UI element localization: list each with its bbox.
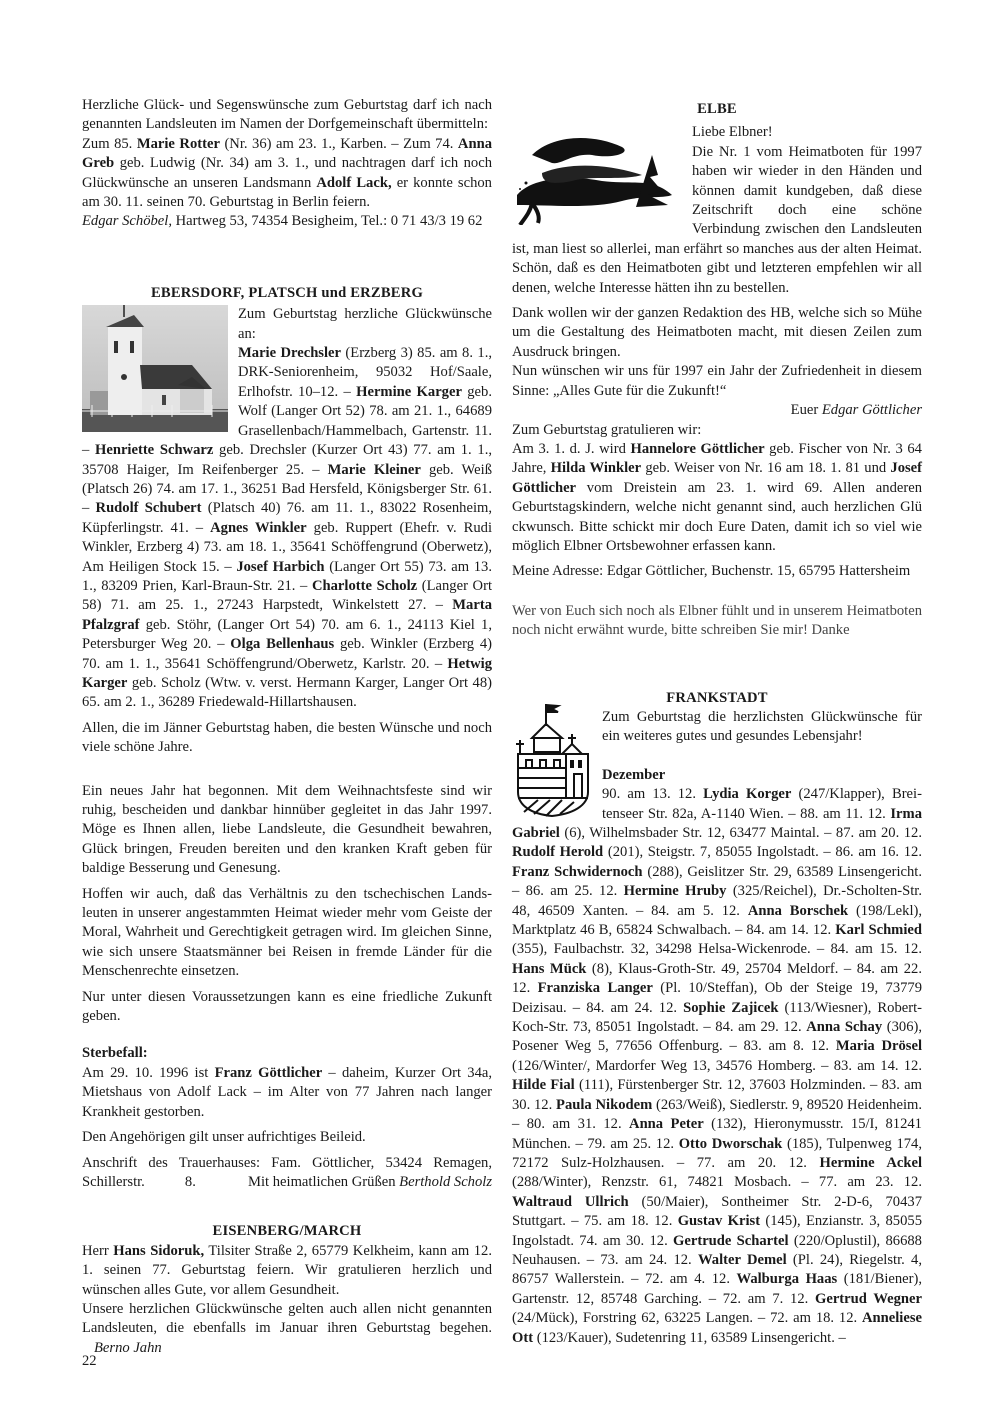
text-run: (Pl. 24), Riegelstr. 4, 86757 Wallerstein. – 72. am 4. 12. — [512, 1251, 923, 1288]
bold-name: Agnes Winkler — [210, 519, 307, 536]
essay-paragraph — [82, 988, 492, 1027]
text-run: Die Nr. 1 vom Heimatboten für 1997 haben wir wieder in den Händen und können damit kundgeben, daß diese Zeitschrift doch eine schöne Verbindung zwischen den Landsleuten ist, man liest so allerlei, man erfährt so manches aus der alten Heimat. Schön, daß es den Heimatboten gibt und letzteren empfehlen wir all denen, welche Interesse hätten ihn zu bestellen. — [512, 143, 922, 296]
bold-name: Walburga Haas — [736, 1271, 838, 1288]
bold-name: Adolf Lack, — [316, 174, 392, 191]
text-run: (Platsch 40) 76. am 11. 1., 83022 Rosenheim, Küpferlingstr. 41. – — [82, 500, 492, 536]
bold-name: Marie Rotter — [136, 135, 220, 152]
bold-name: Otto Dworschak — [678, 1135, 783, 1152]
text-run: geb. Wolf (Langer Ort 52) 78. am 21. 1., 64689 Grasellenbach/Hammelbach, Gartenstr. 11. – — [82, 383, 492, 459]
bold-name: Hermine Karger — [356, 383, 462, 400]
bold-name: Anneliese Ott — [512, 1310, 922, 1346]
bold-name: Gertrud Wegner — [815, 1290, 922, 1307]
text-run: (6), Wilhelmsbader Str. 12, 63477 Maintal. – 87. am 20. 12. — [559, 825, 922, 841]
bold-name: Anna Schay — [806, 1019, 883, 1036]
text-run: (24/Mück), Forstring 62, 63225 Langen. – 72. am 18. 12. — [512, 1310, 862, 1327]
elbe-signature — [512, 401, 922, 420]
text-run: Tilsiter Straße 2, 65779 Kelkheim, kann am 12. 1. seinen 77. Geburtstag feiern. Wir gratulieren herzlich und wünschen alles Gute, vor allem Gesundheit. — [82, 1242, 492, 1298]
eisenberg-heading: EISENBERG/MARCH — [212, 1223, 362, 1240]
elbe-birthdays — [512, 440, 922, 556]
text-run: (Langer Ort 58) 71. am 25. 1., 27243 Harpstedt, Winkelstett 27. – — [82, 577, 492, 614]
eisenberg-paragraph — [82, 1301, 492, 1336]
elbe-heading: ELBE — [697, 101, 737, 117]
text-run: (201), Steigstr. 7, 85055 Ingolstadt. – 86. am 16. 12. — [603, 844, 922, 861]
text-run: geb. Drechsler (Kurzer Ort 43) 77. am 1. 1., 35708 Haiger, Im Reifenberger 25. – — [82, 442, 492, 478]
bold-name: Irma Gabriel — [512, 805, 922, 841]
bold-name: Marie Kleiner — [327, 461, 421, 478]
right-column — [512, 100, 922, 1348]
death-heading — [82, 1044, 492, 1063]
text-run: geb. Scholz (Wtw. v. verst. Hermann Karger, Langer Ort 48) 65. am 2. 1., 36289 Friedewald-Hillartshausen. — [82, 674, 492, 711]
coat-of-arms — [512, 702, 594, 818]
ebersdorf-heading: EBERSDORF, PLATSCH und ERZBERG — [150, 284, 423, 301]
text-run: Zum Geburtstag die herzlichsten Glückwünsche für ein weiteres gutes und gesundes Lebensjahr! — [602, 708, 922, 745]
intro-section — [82, 96, 492, 232]
text-run: (126/Winter/, Mardorfer Weg 13, 34576 Homberg. – 83. am 14. 12. — [512, 1057, 922, 1074]
bold-name: Sophie Zajicek — [683, 999, 779, 1016]
text-run: Zum Geburtstag gratulieren wir: — [512, 421, 702, 438]
text-run: Den Angehörigen gilt unser aufrichtiges Beileid. — [82, 1129, 366, 1146]
bold-name: Waltraud Ullrich — [512, 1193, 629, 1210]
essay-paragraph — [82, 782, 492, 879]
text-run: er konnte schon am 30. 11. seinen 70. Geburtstag in Berlin feiern. — [82, 174, 492, 211]
elbe-closing — [512, 602, 922, 641]
text-run: (Erzberg 3) 85. am 8. 1., DRK-Seniorenheim, 95032 Hof/Saale, Erlhofstr. 10–12. – — [238, 345, 493, 400]
intro-birthdays — [82, 135, 492, 213]
bold-name: Hermine Ackel — [819, 1154, 922, 1171]
death-heading-text: Sterbefall: — [82, 1045, 148, 1062]
text-run: Dank wollen wir der ganzen Redaktion des HB, welche sich so Mühe um die Gestaltung des Heimatboten macht, mit diesen Zeilen zum Ausdruck bringen. — [512, 305, 922, 360]
italic-name: Berno Jahn — [94, 1339, 162, 1356]
text-run: (50/Maier), Sontheimer Str. 2-D-6, 70437 Stuttgart. – 75. am 18. 12. — [512, 1193, 922, 1230]
frankstadt-birthday-list — [512, 785, 922, 1348]
mourning-address-line — [82, 1154, 492, 1193]
text-run: geb. Weiser von Nr. 16 am 18. 1. 81 und — [641, 460, 891, 477]
bold-name: Hilde Fial — [512, 1077, 575, 1094]
landscape-drawing — [512, 125, 684, 225]
bold-name: Gertrude Schartel — [673, 1232, 789, 1249]
bold-name: Franziska Langer — [537, 980, 653, 997]
text-run: Hoffen wir auch, daß das Verhältnis zu den tschechischen Landsleuten in unserer angestammten Heimat wieder mehr vom Geiste der Moral, Wahrheit und Gerechtigkeit getragen wird. Im gleichen Sinne, wie sich unsere Staatsmänner bei Reisen in fremde Länder für die Menschenrechte einsetzen. — [82, 885, 492, 980]
bold-name: Rudolf Herold — [512, 844, 604, 861]
ebersdorf-wishes — [82, 719, 492, 758]
bold-name: Charlotte Scholz — [311, 577, 418, 594]
text-run: Hartweg 53, 74354 Besigheim, Tel.: 0 71 43/3 19 62 — [171, 213, 483, 230]
bold-name: Paula Nikodem — [556, 1096, 653, 1113]
text-run: (220/Oplustil), 86688 Neuhausen. – 73. am 24. 12. — [512, 1232, 922, 1268]
text-run: Anschrift des Trauerhauses: Fam. Göttlicher, 53424 Remagen, Schillerstr. 8. — [82, 1154, 492, 1190]
bold-name: Hans Mück — [512, 960, 587, 977]
text-run: (288/Winter), Renzstr. 61, 74821 Mosbach. – 77. am 23. 12. — [512, 1174, 922, 1191]
text-run: (Pl. 10/Steffan), Ob der Steige 19, 73779 Deizisau. – 84. am 24. 12. — [512, 980, 923, 1016]
italic-name: Berthold Scholz — [399, 1173, 492, 1190]
bold-name: Franz Schwidernoch — [512, 863, 643, 880]
text-run: geb. Winkler (Erzberg 4) 70. am 1. 1., 35641 Schöffengrund/Oberwetz, Karlstr. 20. – — [82, 636, 492, 672]
ebersdorf-section — [82, 284, 492, 1192]
text-run: (113/Wiesner), Robert-Koch-Str. 73, 85051 Ingolstadt. – 84. am 29. 12. — [512, 999, 923, 1036]
bold-name: Hannelore Göttlicher — [630, 440, 765, 457]
intro-signature — [82, 212, 492, 231]
text-run: Zum 85. — [82, 135, 137, 152]
intro-paragraph — [82, 96, 492, 135]
text-run: (111), Fürstenberger Str. 12, 37603 Holzminden. – 83. am 30. 12. — [512, 1077, 922, 1113]
eisenberg-section — [82, 1222, 492, 1358]
bold-name: Josef Harbich — [236, 558, 325, 575]
ebersdorf-signature — [248, 1173, 492, 1192]
text-run: geb. Stöhr, (Langer Ort 54) 70. am 6. 1., 24113 Kiel 1, Petersburger Weg 20. – — [82, 616, 492, 653]
frankstadt-section — [512, 689, 922, 1348]
text-run: (132), Hieronymusstr. 15/I, 81241 München. – 79. am 25. 12. — [512, 1116, 922, 1152]
bold-name: Gustav Krist — [677, 1213, 761, 1230]
eisenberg-signature — [94, 1339, 162, 1358]
bold-name: Hermine Hruby — [623, 883, 727, 900]
bold-name: Hetwig Karger — [82, 655, 492, 691]
bold-name: Josef Göttlicher — [512, 460, 923, 496]
essay-paragraph — [82, 885, 492, 982]
text-run: Wer von Euch sich noch als Elbner fühlt und in unserem Heimatboten noch nicht erwähnt wurde, bitte schreiben Sie mir! Danke — [512, 602, 922, 639]
elbe-section — [512, 100, 922, 641]
text-run: (Nr. 36) am 23. 1., Karben. – Zum 74. — [219, 135, 458, 152]
text-run: vom Dreistein am 23. 1. wird 69. Allen anderen Geburtstagskindern, welche nicht genannt sind, auch herzlichen Glü ckwunsch. Bitte schickt mir doch Eure Daten, damit ich so viel wie möglich Elbner Ortsbewohner erfassen kann. — [512, 479, 922, 554]
text-run: Am 3. 1. d. J. wird — [512, 440, 631, 457]
text-run: Nun wünschen wir uns für 1997 ein Jahr der Zufriedenheit in diesem Sinne: „Alles Gute für die Zukunft!“ — [512, 363, 922, 399]
bold-name: Hilda Winkler — [550, 460, 642, 477]
italic-name: Edgar Schöbel, — [82, 213, 172, 230]
elbe-greeting: Liebe Elbner! — [692, 124, 773, 141]
text-run: geb. Fischer von Nr. 3 64 Jahre, — [512, 440, 922, 477]
italic-name: Edgar Göttlicher — [821, 402, 922, 419]
text-run: Herr — [82, 1242, 114, 1259]
text-run: 90. am 13. 12. — [602, 786, 704, 803]
left-column — [82, 96, 492, 1358]
text-run: Nur unter diesen Voraussetzungen kann es eine friedliche Zukunft geben. — [82, 988, 492, 1025]
text-run: (Langer Ort 55) 73. am 13. 1., 83209 Prien, Karl-Braun-Str. 21. – — [82, 558, 492, 594]
text-run: Am 29. 10. 1996 ist — [82, 1064, 215, 1081]
text-run: Mit heimatlichen Grüßen — [248, 1173, 400, 1190]
text-run: – daheim, Kurzer Ort 34a, Mietshaus von Adolf Lack – im Alter von 77 Jahren nach langer Krankheit gestorben. — [82, 1064, 493, 1120]
bold-name: Henriette Schwarz — [95, 442, 214, 459]
page-number: 22 — [82, 1353, 97, 1369]
text-run: geb. Ludwig (Nr. 34) am 3. 1., und nachtragen darf ich noch Glückwünsche an unseren Landsmann — [82, 155, 492, 191]
bold-name: Anna Borschek — [747, 902, 849, 919]
text-run: Allen, die im Jänner Geburtstag haben, die besten Wünsche und noch viele schöne Jahre. — [82, 719, 492, 756]
elbe-paragraph — [512, 362, 922, 401]
text-run: Meine Adresse: Edgar Göttlicher, Buchenstr. 15, 65795 Hattersheim — [512, 563, 911, 580]
text-run: (145), Enzianstr. 3, 85055 Ingolstadt. 74. am 30. 12. — [512, 1213, 922, 1249]
bold-name: Marie Drechsler — [238, 345, 342, 362]
bold-name: Marta Pfalzgraf — [82, 597, 492, 633]
text-run: geb. Ruppert (Ehefr. v. Rudi Winkler, Erzberg 4) 73. am 18. 1., 35641 Schöffengrund (Oberwetz), Am Heiligen Stock 15. – — [82, 519, 493, 575]
frankstadt-month-text: Dezember — [602, 766, 666, 783]
text-run: (306), Posener Weg 5, 77656 Offenburg. – 83. am 8. 12. — [512, 1019, 922, 1055]
elbe-paragraph — [512, 304, 922, 362]
bold-name: Franz Göttlicher — [214, 1064, 323, 1081]
text-run: (185), Tulpenweg 174, 72172 Sulz-Holzhausen. – 77. am 20. 12. — [512, 1135, 923, 1171]
text-run: (123/Kauer), Sudetenring 11, 63589 Linsengericht. – — [533, 1329, 846, 1346]
text-run: Euer — [790, 402, 822, 419]
text-run: Unsere herzlichen Glückwünsche gelten auch allen nicht genannten Landsleuten, die ebenfalls im Januar ihren Geburtstag begehen. — [82, 1300, 492, 1337]
elbe-birthdays-intro — [512, 421, 922, 440]
text-run: (8), Klaus-Groth-Str. 49, 25704 Meldorf. – 84. am 22. 12. — [512, 960, 922, 997]
text-run: (355), Faulbachstr. 32, 34298 Helsa-Wickenrode. – 84. am 15. 12. — [512, 941, 922, 958]
eisenberg-paragraph — [82, 1242, 492, 1300]
text-run: (247/Klapper), Breitenseer Str. 82a, A-1140 Wien. – 88. am 11. 12. — [602, 786, 922, 822]
text-run: (263/Weiß), Siedlerstr. 9, 89520 Heidenheim. – 80. am 31. 12. — [512, 1096, 923, 1133]
bold-name: Rudolf Schubert — [95, 500, 202, 517]
bold-name: Maria Drösel — [835, 1038, 922, 1055]
elbe-address — [512, 562, 922, 581]
bold-name: Olga Bellenhaus — [230, 636, 335, 653]
text-run: (198/Lekl), Marktplatz 46 B, 65824 Schwalbach. – 84. am 14. 12. — [512, 902, 923, 939]
text-run: (288), Geislitzer Str. 29, 63589 Linsengericht. – 86. am 25. 12. — [512, 863, 922, 900]
text-run: Herzliche Glück- und Segenswünsche zum Geburtstag darf ich nach genannten Landsleuten im Namen der Dorfgemeinschaft übermitteln: — [82, 97, 492, 133]
bold-name: Anna Greb — [82, 135, 492, 172]
text-run: (325/Reichel), Dr.-Scholten-Str. 48, 46509 Xanten. – 84. am 5. 12. — [512, 883, 922, 919]
bold-name: Anna Peter — [629, 1116, 704, 1133]
bold-name: Karl Schmied — [835, 922, 922, 939]
eisenberg-closing-line — [82, 1300, 492, 1358]
text-run: (181/Biener), Gartenstr. 12, 85748 Garching. – 72. am 7. 12. — [512, 1271, 922, 1307]
frankstadt-heading: FRANKSTADT — [666, 689, 768, 706]
text-run: Zum Geburtstag herzliche Glückwünsche an: — [238, 306, 492, 342]
bold-name: Lydia Korger — [703, 786, 792, 803]
condolence — [82, 1128, 492, 1147]
death-notice — [82, 1064, 492, 1122]
bold-name: Hans Sidoruk, — [113, 1242, 205, 1259]
text-run: geb. Weiß (Platsch 26) 74. am 17. 1., 36251 Bad Hersfeld, Königsberger Str. 61. – — [82, 461, 492, 517]
text-run: Ein neues Jahr hat begonnen. Mit dem Weihnachtsfeste sind wir ruhig, bescheiden und dankbar hinnüber gegleitet in das Jahr 1997. Möge es Ihnen allen, liebe Landsleute, die Gesundheit bewahren, Glück bringen, Freuden bereiten und den kranken Kraft geben für baldige Besserung und Genesung. — [82, 782, 492, 877]
church-photo — [82, 305, 228, 432]
bold-name: Walter Demel — [697, 1251, 787, 1268]
